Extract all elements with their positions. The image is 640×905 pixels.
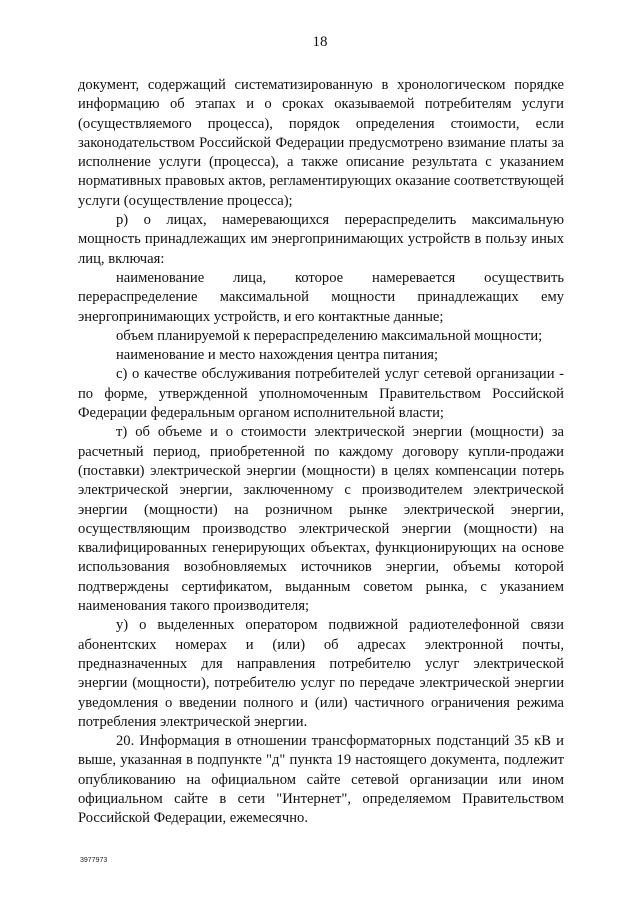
paragraph-item-20: 20. Информация в отношении трансформаторных подстанций 35 кВ и выше, указанная в подпункте "д" пункта 19 настоящего документа, подлежит опубликованию на официальном сайте сетевой организации или ином официальном сайте в сети "Интернет", определяемом Правительством Российской Федерации, ежемесячно. <box>78 733 564 827</box>
paragraph-document-description: документ, содержащий систематизированную в хронологическом порядке информацию об этапах и о сроках оказываемой потребителям услуги (осуществляемого процесса), порядок определения стоимости, если законодательством Российской Федерации предусмотрено взимание платы за исполнение услуги (процесса), а также описание результата с указанием нормативных правовых актов, регламентирующих оказание соответствующей услуги (осуществление процесса); <box>78 77 564 209</box>
paragraph-item-r-name: наименование лица, которое намеревается осуществить перераспределение максимальной мощности принадлежащих ему энергопринимающих устройств, и его контактные данные; <box>78 269 564 325</box>
paragraph-item-t: т) об объеме и о стоимости электрической энергии (мощности) за расчетный период, приобретенной по каждому договору купли-продажи (поставки) электрической энергии (мощности) в целях компенсации потерь электрической энергии, заключенному с производителем электрической энергии (мощности) на розничном рынке электрической энергии, осуществляющим производство электрической энергии (мощности) на квалифицированных генерирующих объектах, функционирующих на основе использования возобновляемых источников энергии, объемы которой подтверждены сертификатом, выданным советом рынка, с указанием наименования такого производителя; <box>78 424 564 615</box>
paragraph-item-r: р) о лицах, намеревающихся перераспределить максимальную мощность принадлежащих им энергопринимающих устройств в пользу иных лиц, включая: <box>78 212 564 267</box>
page-number: 18 <box>312 34 328 50</box>
paragraph-item-r-center: наименование и место нахождения центра питания; <box>116 347 439 364</box>
document-body <box>78 76 564 829</box>
paragraph-item-s: с) о качестве обслуживания потребителей услуг сетевой организации - по форме, утвержденной уполномоченным Правительством Российской Федерации федеральным органом исполнительной власти; <box>78 366 564 422</box>
paragraph-item-u: у) о выделенных оператором подвижной радиотелефонной связи абонентских номерах и (или) об адресах электронной почты, предназначенных для направления потребителю услуг электрической энергии (мощности), потребителю услуг по передаче электрической энергии уведомления о введении полного и (или) частичного ограничения режима потребления электрической энергии. <box>78 617 564 730</box>
footer-document-code: 3977973 <box>80 857 108 864</box>
paragraph-item-r-volume: объем планируемой к перераспределению максимальной мощности; <box>116 327 543 344</box>
